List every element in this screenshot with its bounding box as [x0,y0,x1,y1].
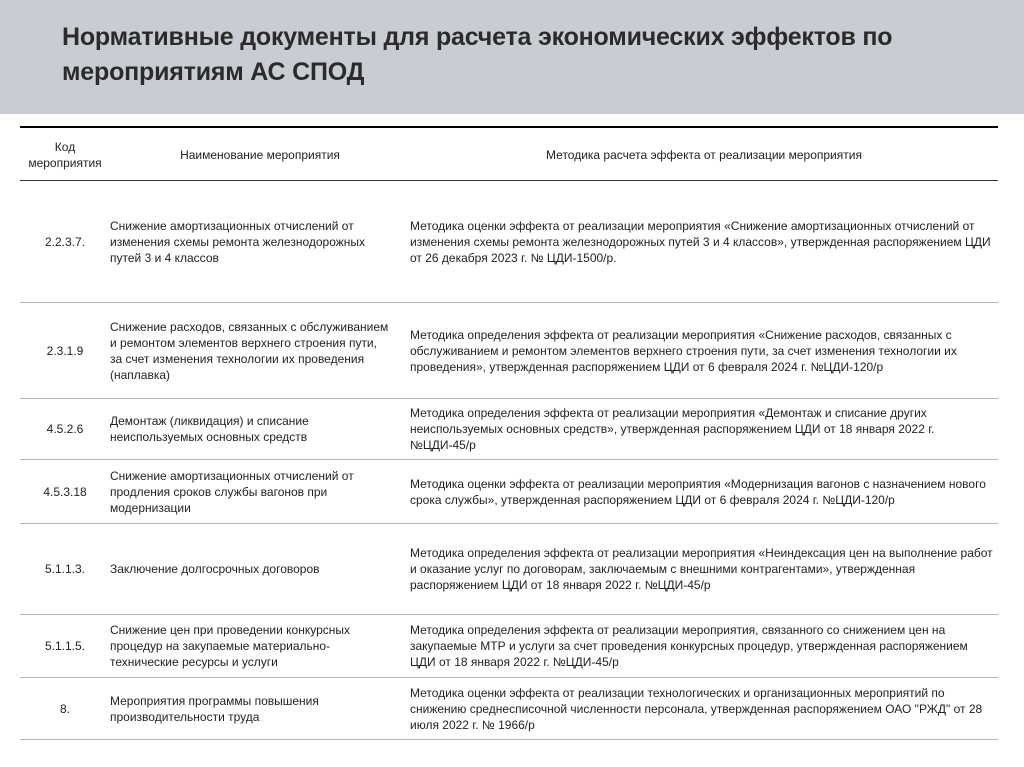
row-name: Снижение амортизационных отчислений от продления сроков службы вагонов при модернизации [110,468,354,515]
row-name: Снижение расходов, связанных с обслуживанием и ремонтом элементов верхнего строения пути, за счет изменения технологии их проведения (наплавка) [110,319,389,382]
row-name: Снижение амортизационных отчислений от изменения схемы ремонта железнодорожных путей 3 и 4 классов [110,218,366,265]
row-code: 2.3.1.9 [46,343,84,358]
row-code: 4.5.2.6 [46,422,84,436]
row-code: 5.1.1.5. [44,639,86,653]
header-method: Методика расчета эффекта от реализации мероприятия [546,148,862,162]
title-bar [0,0,1024,114]
table-top-rule [20,126,998,128]
row-code: 4.5.3.18 [43,484,87,499]
header-code: Код мероприятия [28,140,102,170]
table-row [20,181,998,302]
row-method: Методика определения эффекта от реализации мероприятия, связанного со снижением цен на закупаемые МТР и услуги за счет проведения конкурсных процедур, утвержденная распоряжением ЦДИ от 18 января 2022 г. №ЦДИ-45/р [410,623,968,669]
row-method: Методика определения эффекта от реализации мероприятия «Демонтаж и списание других неиспользуемых основных средств», утвержденная распоряжением ЦДИ от 18 января 2022 г. №ЦДИ-45/р [410,406,935,452]
row-divider [20,739,998,740]
slide-title: Нормативные документы для расчета экономических эффектов по мероприятиям АС СПОД [62,23,893,86]
row-method: Методика оценки эффекта от реализации мероприятия «Модернизация вагонов с назначением нового срока службы», утвержденная распоряжением ЦДИ от 6 февраля 2024 г. №ЦДИ-120/р [410,476,986,507]
row-method: Методика оценки эффекта от реализации технологических и организационных мероприятий по снижению среднесписочной численности персонала, утвержденная распоряжением ОАО "РЖД" от 28 июля 2022 г. № 1966/р [410,685,983,732]
row-name: Демонтаж (ликвидация) и списание неиспользуемых основных средств [110,414,309,444]
table-row [20,399,998,459]
table-row [20,524,998,614]
row-code: 5.1.1.3. [44,562,86,576]
table-row [20,303,998,398]
row-method: Методика оценки эффекта от реализации мероприятия «Снижение амортизационных отчислений от изменения схемы ремонта железнодорожных путей 3 и 4 классов», утвержденная распоряжением ЦДИ от 26 декабря 2023 г. № ЦДИ-1500/р. [410,218,991,265]
header-name: Наименование мероприятия [180,148,340,162]
table-row [20,615,998,677]
row-name: Заключение долгосрочных договоров [110,562,320,576]
row-code: 8. [59,701,70,716]
row-code: 2.2.3.7. [44,234,86,249]
table-row [20,460,998,523]
row-name: Мероприятия программы повышения производительности труда [110,693,319,724]
row-name: Снижение цен при проведении конкурсных процедур на закупаемые материально-технические ресурсы и услуги [110,623,351,669]
table-row [20,678,998,739]
row-method: Методика определения эффекта от реализации мероприятия «Снижение расходов, связанных с обслуживанием и ремонтом элементов верхнего строения пути, за счет изменения технологии их проведения», утвержденная распоряжением ЦДИ от 6 февраля 2024 г. №ЦДИ-120/р [410,327,957,374]
row-method: Методика определения эффекта от реализации мероприятия «Неиндексация цен на выполнение работ и оказание услуг по договорам, заключаемым с внешними контрагентами», утвержденная распоряжением ЦДИ от 18 января 2022 г. №ЦДИ-45/р [410,546,993,592]
